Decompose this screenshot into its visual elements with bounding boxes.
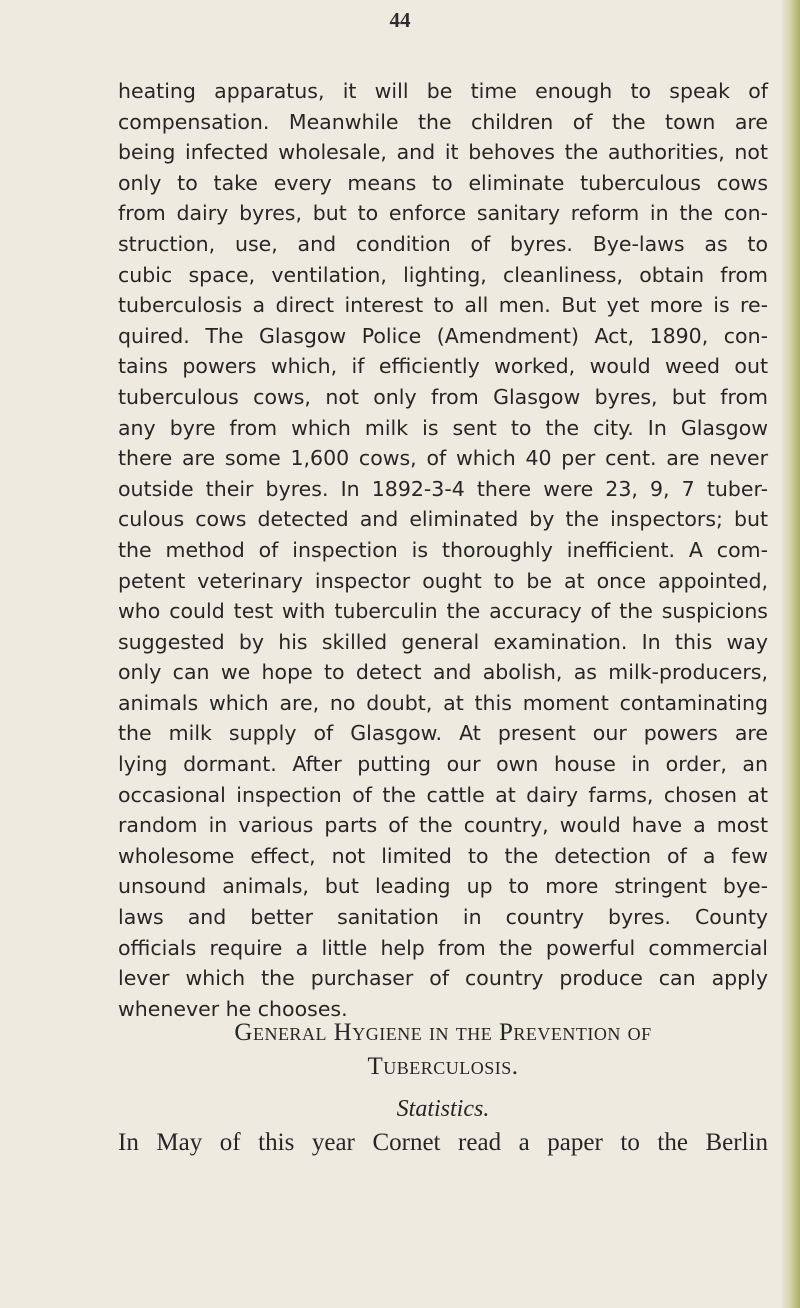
section-first-line: In May of this year Cornet read a paper to the Berlin <box>118 1129 768 1156</box>
text-line: lying dormant. After putting our own house in order, an <box>118 752 768 777</box>
text-line: only can we hope to detect and abolish, as milk-producers, <box>118 660 768 685</box>
page-number: 44 <box>389 8 411 32</box>
text-line: being infected wholesale, and it behoves the authorities, not <box>118 140 768 165</box>
text-line: outside their byres. In 1892-3-4 there were 23, 9, 7 tuber- <box>118 476 768 501</box>
body-paragraph <box>118 76 768 1024</box>
text-line: wholesome effect, not limited to the detection of a few <box>118 843 768 868</box>
text-line: from dairy byres, but to enforce sanitary reform in the con- <box>118 201 768 226</box>
text-line: the method of inspection is thoroughly inefficient. A com- <box>118 537 768 562</box>
text-line: tuberculosis a direct interest to all men. But yet more is re- <box>118 293 768 318</box>
text-line: petent veterinary inspector ought to be at once appointed, <box>118 568 768 593</box>
text-line: any byre from which milk is sent to the city. In Glasgow <box>118 415 768 440</box>
text-line: heating apparatus, it will be time enough to speak of <box>118 79 768 103</box>
section-heading-continued: Tuberculosis. <box>367 1053 519 1080</box>
text-line: compensation. Meanwhile the children of the town are <box>118 109 768 134</box>
text-line: suggested by his skilled general examination. In this way <box>118 629 768 654</box>
text-line: only to take every means to eliminate tuberculous cows <box>118 170 768 195</box>
text-line: who could test with tuberculin the accuracy of the suspicions <box>118 599 768 624</box>
text-line: animals which are, no doubt, at this moment contaminating <box>118 690 768 715</box>
text-line: unsound animals, but leading up to more stringent bye- <box>118 874 768 899</box>
section-subheading: Statistics. <box>396 1096 490 1122</box>
text-line: the milk supply of Glasgow. At present our powers are <box>118 721 768 746</box>
text-line: whenever he chooses. <box>118 996 348 1021</box>
text-line: random in various parts of the country, would have a most <box>118 813 768 838</box>
text-line: occasional inspection of the cattle at dairy farms, chosen at <box>118 782 768 807</box>
text-line: lever which the purchaser of country produce can apply <box>118 966 768 991</box>
section-heading: General Hygiene in the Prevention of <box>234 1019 652 1046</box>
text-line: there are some 1,600 cows, of which 40 per cent. are never <box>118 446 768 471</box>
text-line: laws and better sanitation in country byres. County <box>118 905 768 930</box>
text-line: quired. The Glasgow Police (Amendment) Act, 1890, con- <box>118 323 768 348</box>
text-line: culous cows detected and eliminated by the inspectors; but <box>118 507 768 532</box>
page-edge <box>782 0 800 1308</box>
text-line: officials require a little help from the powerful commercial <box>118 935 768 960</box>
text-line: tuberculous cows, not only from Glasgow byres, but from <box>118 384 768 409</box>
text-line: struction, use, and condition of byres. Bye-laws as to <box>118 231 768 256</box>
text-line: cubic space, ventilation, lighting, cleanliness, obtain from <box>118 262 768 287</box>
text-line: tains powers which, if efficiently worked, would weed out <box>118 354 768 379</box>
